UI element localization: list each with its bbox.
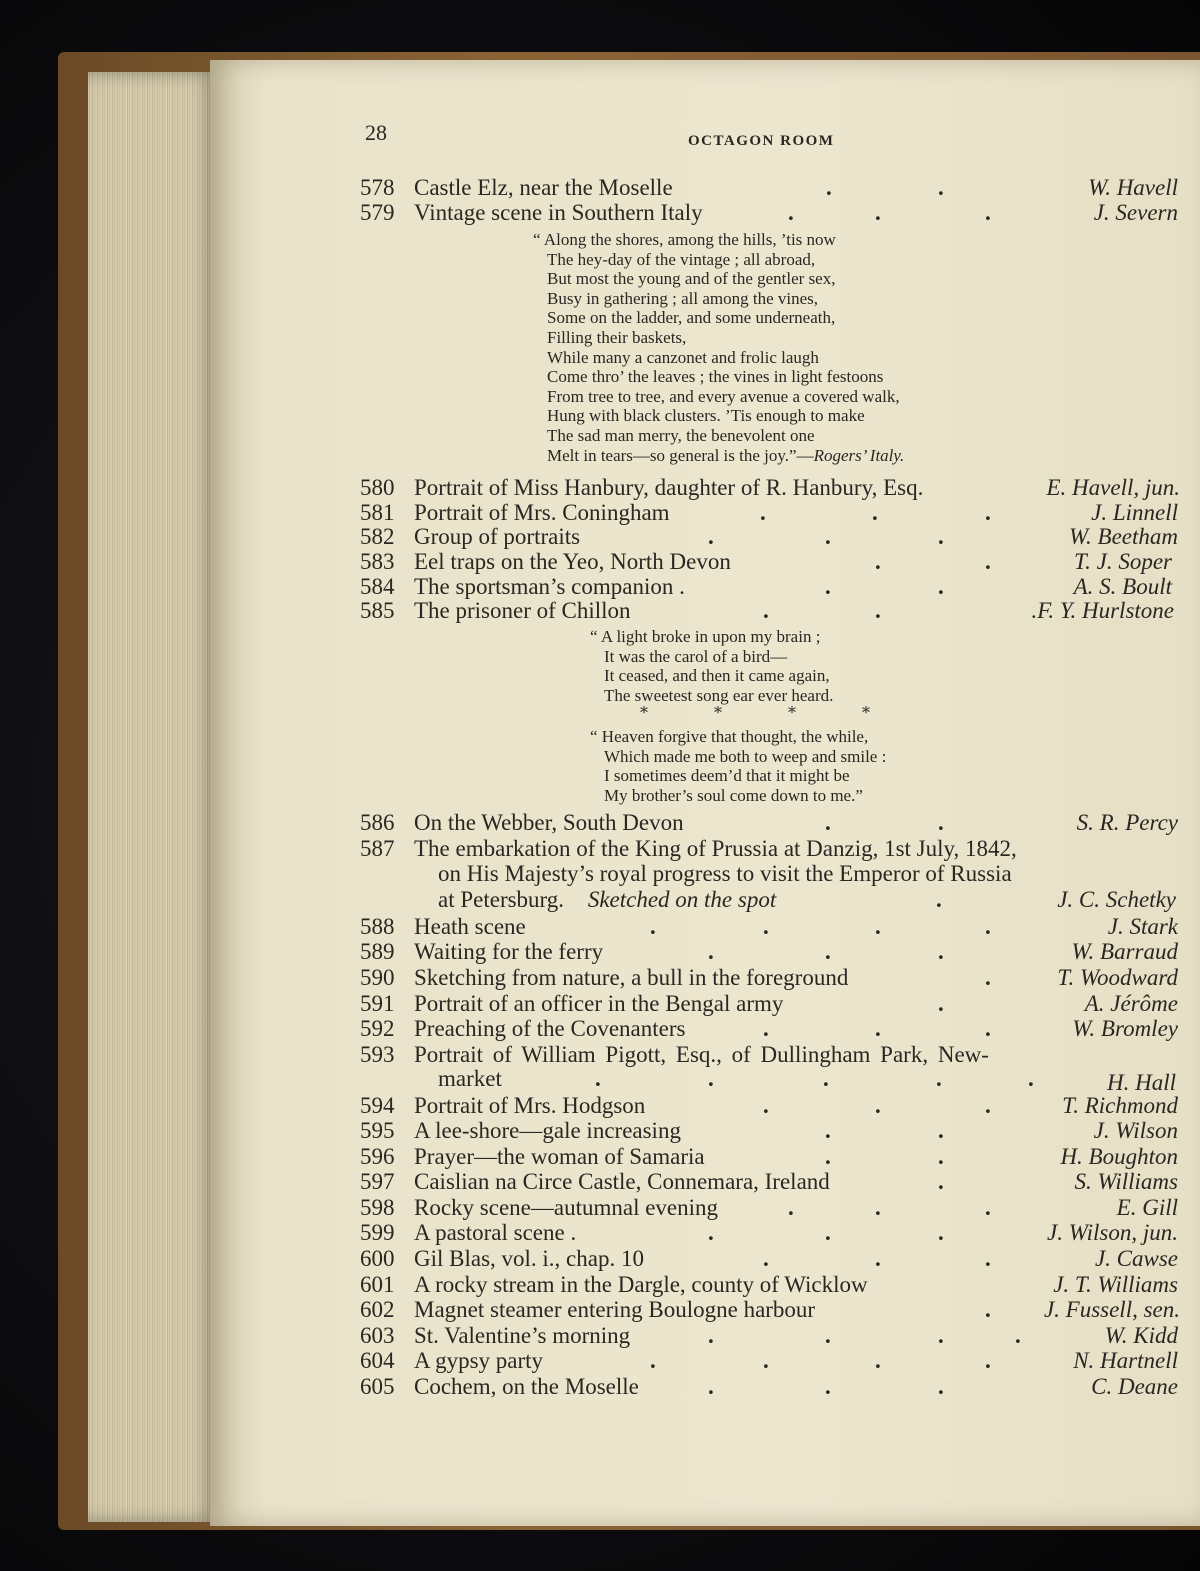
entry-artist: J. Cawse — [1094, 1246, 1178, 1271]
leader-dots: . — [985, 965, 991, 990]
entry-artist: T. Woodward — [1057, 965, 1178, 990]
leader-dots: . . . — [763, 1016, 991, 1041]
leader-dots: . . — [825, 810, 944, 835]
entry-title: Caislian na Circe Castle, Connemara, Ireland — [414, 1169, 830, 1194]
catalogue-entry — [360, 1093, 1180, 1119]
entry-artist: W. Barraud — [1071, 939, 1178, 964]
entry-artist: S. R. Percy — [1076, 810, 1178, 835]
entry-title: Eel traps on the Yeo, North Devon — [414, 549, 731, 574]
entry-title: Portrait of Mrs. Coningham — [414, 500, 670, 525]
catalogue-entry — [360, 475, 1180, 501]
entry-number: 604 — [360, 1348, 395, 1373]
entry-title: Portrait of an officer in the Bengal army — [414, 991, 784, 1016]
entry-number: 580 — [360, 475, 395, 500]
leader-dot: . — [823, 1066, 829, 1091]
entry-number: 588 — [360, 914, 395, 939]
entry-title: Vintage scene in Southern Italy — [414, 200, 703, 225]
star-glyph: * — [862, 703, 870, 722]
poem-line: “ A light broke in upon my brain ; — [590, 627, 821, 646]
catalogue-entry — [360, 939, 1180, 965]
catalogue-entry — [360, 200, 1180, 226]
poem-line: It was the carol of a bird— — [604, 646, 788, 666]
entry-number: 590 — [360, 965, 395, 990]
star-glyph: * — [788, 703, 796, 722]
page-edges — [88, 72, 218, 1522]
catalogue-entry — [360, 1323, 1180, 1349]
entry-artist: J. Wilson — [1093, 1118, 1178, 1143]
running-head: OCTAGON ROOM — [688, 133, 835, 149]
leader-dots: . . . — [708, 1374, 944, 1399]
entry-number: 601 — [360, 1272, 395, 1297]
catalogue-entry — [360, 1348, 1180, 1374]
entry-title: Portrait of William Pigott, Esq., of Dullingham Park, New- — [414, 1042, 989, 1067]
entry-artist: E. Havell, jun. — [1046, 475, 1180, 500]
catalogue-entry — [360, 1042, 1180, 1068]
catalogue-entry — [360, 1144, 1180, 1170]
entry-artist: W. Bromley — [1072, 1016, 1178, 1041]
poem-chillon-b — [590, 727, 886, 805]
poem-line: Come thro’ the leaves ; the vines in light festoons — [547, 367, 884, 387]
entry-number: 594 — [360, 1093, 395, 1118]
poem-stars — [640, 703, 870, 722]
leader-dot: . — [936, 1066, 942, 1091]
entry-title: Gil Blas, vol. i., chap. 10 — [414, 1246, 644, 1271]
catalogue-entry — [360, 1374, 1180, 1400]
entry-continuation: on His Majesty’s royal progress to visit the Emperor of Russia — [438, 861, 1012, 886]
leader-dots: . . . — [788, 200, 991, 225]
entry-artist: W. Beetham — [1068, 524, 1178, 549]
entry-number: 583 — [360, 549, 395, 574]
entry-artist: E. Gill — [1116, 1195, 1178, 1220]
entry-title: Magnet steamer entering Boulogne harbour — [414, 1297, 816, 1322]
poem-line: The sweetest song ear ever heard. — [604, 685, 834, 705]
entry-title: A pastoral scene . — [414, 1220, 577, 1245]
entry-artist: H. Boughton — [1060, 1144, 1178, 1169]
leader-dot: . — [595, 1066, 601, 1091]
entry-number: 585 — [360, 598, 395, 623]
leader-dots: . . . — [788, 1195, 991, 1220]
catalogue-entry — [360, 598, 1180, 624]
entry-number: 597 — [360, 1169, 395, 1194]
leader-dots: . . — [763, 598, 881, 623]
entry-number: 605 — [360, 1374, 395, 1399]
entry-number: 578 — [360, 175, 395, 200]
continuation-text: market — [438, 1066, 502, 1091]
poem-line: Which made me both to weep and smile : — [604, 746, 887, 766]
entry-artist: S. Williams — [1074, 1169, 1178, 1194]
poem-line: Some on the ladder, and some underneath, — [547, 308, 836, 328]
poem-chillon-a — [590, 627, 833, 705]
catalogue-entry — [360, 524, 1180, 550]
entry-number: 593 — [360, 1042, 395, 1067]
leader-dot: . — [936, 887, 942, 912]
leader-dots: . . — [825, 574, 944, 599]
poem-source: Rogers’ Italy. — [813, 445, 905, 465]
catalogue-entry — [360, 965, 1180, 991]
entry-artist: J. Fussell, sen. — [1043, 1297, 1180, 1322]
leader-dot: . — [1028, 1066, 1034, 1091]
entry-title: A gypsy party — [414, 1348, 544, 1373]
entry-title: Group of portraits — [414, 524, 581, 549]
entry-artist: J. Wilson, jun. — [1047, 1220, 1178, 1245]
leader-dots: . . . — [763, 1246, 991, 1271]
entry-title: Preaching of the Covenanters — [414, 1016, 686, 1041]
leader-dots: . — [938, 1169, 944, 1194]
entry-number: 599 — [360, 1220, 395, 1245]
poem-line: “ Heaven forgive that thought, the while, — [590, 727, 869, 746]
entry-title: A rocky stream in the Dargle, county of Wicklow — [414, 1272, 868, 1297]
entry-title: A lee-shore—gale increasing — [414, 1118, 681, 1143]
leader-dots: . . . — [708, 524, 944, 549]
continuation-text: at Petersburg. — [438, 887, 565, 912]
catalogue-entry — [360, 1195, 1180, 1221]
poem-line: I sometimes deem’d that it might be — [604, 766, 850, 786]
entry-artist: T. J. Soper — [1074, 549, 1172, 574]
entry-number: 587 — [360, 836, 395, 861]
catalogue-entry — [360, 1297, 1180, 1323]
poem-line: The sad man merry, the benevolent one — [547, 425, 815, 445]
poem-line: But most the young and of the gentler sex, — [547, 269, 836, 289]
entry-title: Portrait of Mrs. Hodgson — [414, 1093, 646, 1118]
entry-number: 579 — [360, 200, 395, 225]
star-glyph: * — [714, 703, 722, 722]
entry-number: 581 — [360, 500, 395, 525]
poem-line: Filling their baskets, — [547, 327, 687, 347]
catalogue-entry — [360, 1220, 1180, 1246]
entry-number: 584 — [360, 574, 395, 599]
catalogue-entry — [360, 836, 1180, 862]
leader-dots: . . . — [763, 1093, 991, 1118]
catalogue-entry — [360, 1246, 1180, 1272]
entry-number: 598 — [360, 1195, 395, 1220]
leader-dots: . . — [875, 549, 991, 574]
entry-title: Portrait of Miss Hanbury, daughter of R. Hanbury, Esq. — [414, 475, 924, 500]
entry-number: 592 — [360, 1016, 395, 1041]
entry-number: 596 — [360, 1144, 395, 1169]
catalogue-entry — [360, 1169, 1180, 1195]
leader-dots: . . . . — [708, 1323, 1021, 1348]
leader-dots: . . . . — [650, 1348, 991, 1373]
entry-title: The sportsman’s companion . — [414, 574, 685, 599]
catalogue-entry — [360, 175, 1180, 201]
catalogue-entry — [360, 574, 1180, 600]
leader-dots: . — [985, 1297, 991, 1322]
entry-artist: W. Havell — [1088, 175, 1178, 200]
catalogue-entry — [360, 1016, 1180, 1042]
entry-continuation — [438, 1066, 1178, 1095]
entry-artist: J. T. Williams — [1053, 1272, 1178, 1297]
page-number: 28 — [365, 120, 387, 145]
leader-dots: . . . — [708, 939, 944, 964]
entry-number: 595 — [360, 1118, 395, 1143]
entry-title: Cochem, on the Moselle — [414, 1374, 639, 1399]
entry-title: Rocky scene—autumnal evening — [414, 1195, 719, 1220]
entry-title: Heath scene — [414, 914, 526, 939]
leader-dots: . . . — [708, 1220, 944, 1245]
catalogue-entry — [360, 810, 1180, 836]
entry-number: 582 — [360, 524, 395, 549]
catalogue-entry — [360, 549, 1180, 575]
poem-line: From tree to tree, and every avenue a covered walk, — [547, 386, 900, 406]
entry-artist: A. Jérôme — [1084, 991, 1178, 1016]
entry-artist: W. Kidd — [1104, 1323, 1178, 1348]
entry-artist: A. S. Boult — [1073, 574, 1172, 599]
catalogue-entry — [360, 500, 1180, 526]
entry-number: 602 — [360, 1297, 395, 1322]
entry-continuation — [438, 887, 1178, 913]
entry-title: Castle Elz, near the Moselle — [414, 175, 673, 200]
poem-line: Busy in gathering ; all among the vines, — [547, 288, 819, 308]
star-glyph: * — [640, 703, 648, 722]
catalogue-entry — [360, 991, 1180, 1017]
entry-title: Waiting for the ferry — [414, 939, 604, 964]
entry-number: 603 — [360, 1323, 395, 1348]
poem-line: My brother’s soul come down to me.” — [604, 785, 863, 805]
entry-artist: J. Severn — [1093, 200, 1178, 225]
entry-title: Sketching from nature, a bull in the foreground — [414, 965, 849, 990]
leader-dots: . — [938, 991, 944, 1016]
entry-artist: .F. Y. Hurlstone — [1031, 598, 1174, 623]
poem-line: Hung with black clusters. ’Tis enough to make — [547, 406, 865, 426]
entry-artist: C. Deane — [1091, 1374, 1178, 1399]
entry-note: Sketched on the spot — [587, 887, 777, 912]
catalogue-entry — [360, 1272, 1180, 1298]
entry-number: 589 — [360, 939, 395, 964]
entry-artist: N. Hartnell — [1073, 1348, 1178, 1373]
poem-last-line — [533, 446, 904, 466]
leader-dots: . . — [825, 1118, 944, 1143]
entry-artist: J. Stark — [1107, 914, 1178, 939]
entry-artist: H. Hall — [1107, 1070, 1176, 1095]
entry-number: 600 — [360, 1246, 395, 1271]
entry-title: On the Webber, South Devon — [414, 810, 684, 835]
entry-number: 591 — [360, 991, 395, 1016]
entry-title: The embarkation of the King of Prussia at Danzig, 1st July, 1842, — [414, 836, 1017, 861]
entry-title: Prayer—the woman of Samaria — [414, 1144, 705, 1169]
entry-artist: J. C. Schetky — [1057, 887, 1176, 912]
poem-line: Melt in tears—so general is the joy.”— — [547, 445, 814, 465]
leader-dots: . . — [826, 175, 944, 200]
poem-line: “ Along the shores, among the hills, ’tis now — [533, 230, 836, 249]
leader-dot: . — [708, 1066, 714, 1091]
leader-dots: . . . . — [650, 914, 991, 939]
entry-artist: T. Richmond — [1062, 1093, 1178, 1118]
entry-number: 586 — [360, 810, 395, 835]
poem-line: The hey-day of the vintage ; all abroad, — [547, 249, 816, 269]
entry-title: St. Valentine’s morning — [414, 1323, 631, 1348]
poem-line: It ceased, and then it came again, — [604, 666, 830, 686]
leader-dots: . . . — [760, 500, 991, 525]
catalogue-entry — [360, 1118, 1180, 1144]
entry-title: The prisoner of Chillon — [414, 598, 631, 623]
entry-artist: J. Linnell — [1091, 500, 1178, 525]
leader-dots: . . — [825, 1144, 944, 1169]
poem-line: While many a canzonet and frolic laugh — [547, 347, 819, 367]
poem-vintage — [533, 230, 904, 465]
catalogue-entry — [360, 914, 1180, 940]
